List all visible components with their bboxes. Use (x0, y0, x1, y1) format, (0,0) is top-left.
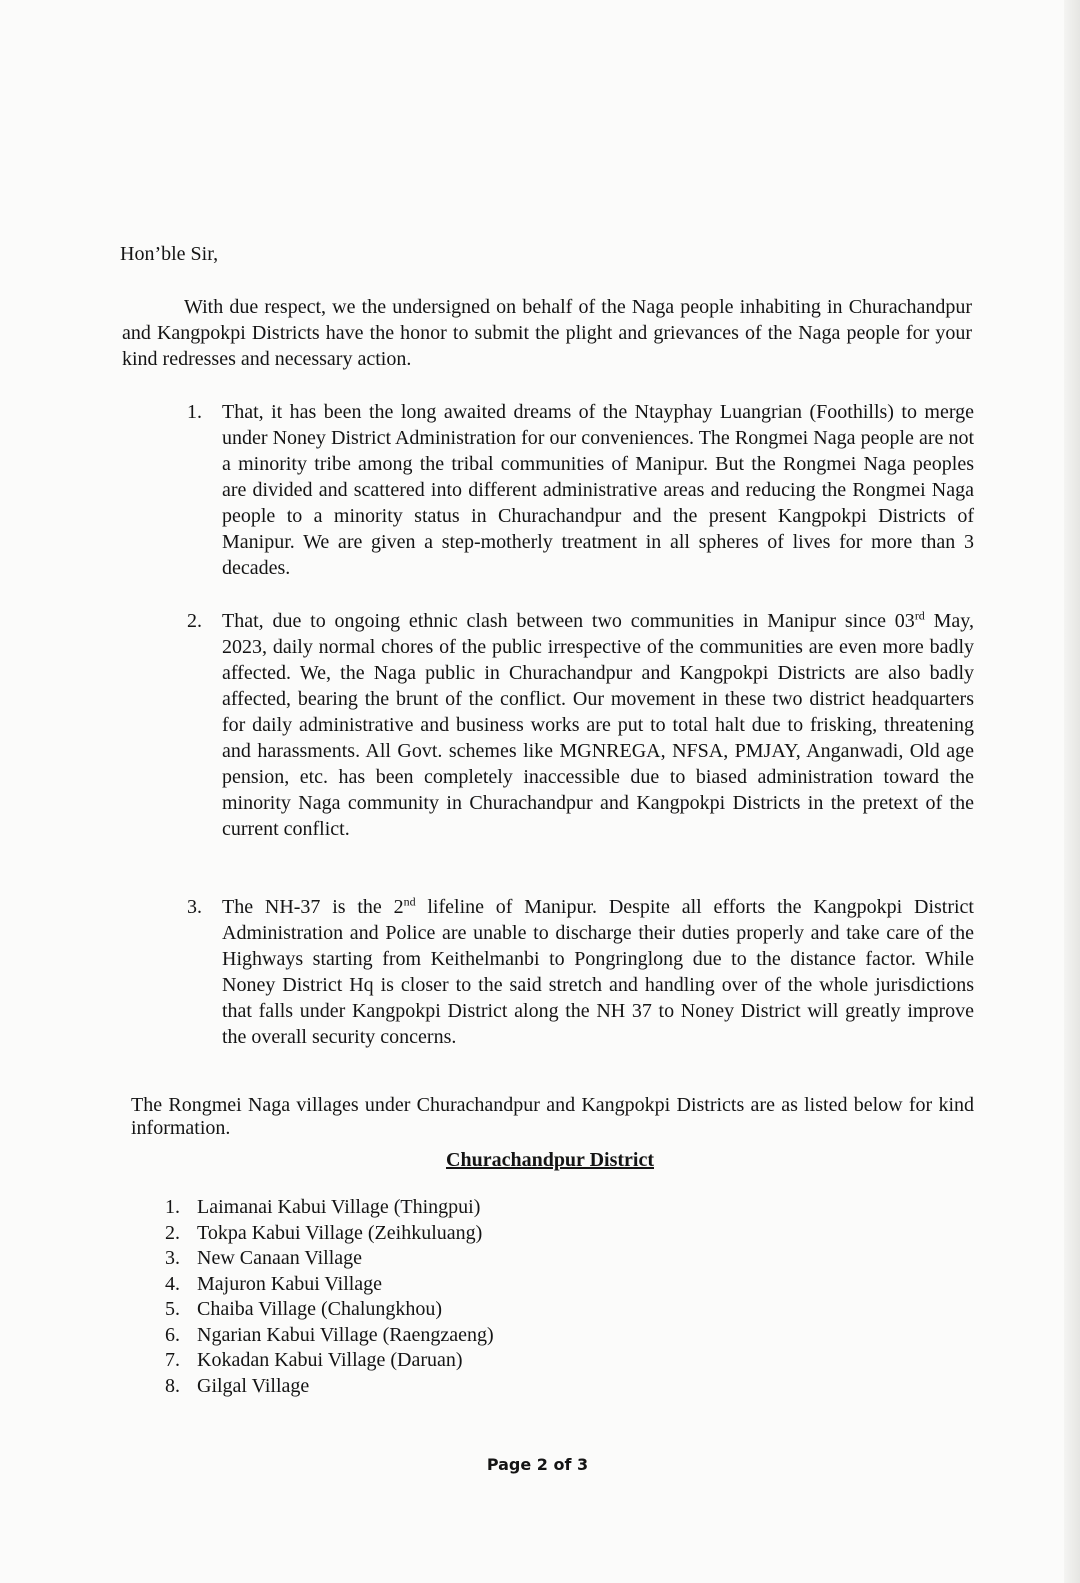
village-item (165, 1348, 494, 1374)
village-number: 2. (165, 1221, 180, 1244)
point-text: That, it has been the long awaited dreams of the Ntayphay Luangrian (Foothills) to merge under Noney District Administration for our conveniences. The Rongmei Naga people are not a minority tribe among the tribal communities of Manipur. But the Rongmei Naga peoples are divided and scattered into different administrative areas and reducing the Rongmei Naga people to a minority status in Churachandpur and the present Kangpokpi Districts of Manipur. We are given a step-motherly treatment in all spheres of lives for more than 3 decades. (222, 401, 974, 579)
village-name: Gilgal Village (197, 1374, 310, 1397)
village-item (165, 1195, 494, 1221)
ordinal-suffix: rd (914, 608, 925, 623)
village-item (165, 1272, 494, 1298)
village-item (165, 1297, 494, 1323)
district-heading: Churachandpur District (446, 1149, 654, 1171)
point-text-start: That, due to ongoing ethnic clash between two communities in Manipur since 03 (222, 610, 915, 632)
village-item (165, 1323, 494, 1349)
village-name: Tokpa Kabui Village (Zeihkuluang) (197, 1221, 483, 1244)
grievance-point (180, 608, 974, 842)
village-name: Majuron Kabui Village (197, 1272, 383, 1295)
village-number: 7. (165, 1349, 180, 1371)
village-name: New Canaan Village (197, 1247, 363, 1269)
grievance-point (180, 399, 974, 581)
village-item (165, 1246, 494, 1272)
village-list (165, 1195, 494, 1399)
point-number: 3. (187, 896, 202, 918)
village-number: 1. (165, 1196, 180, 1218)
village-number: 3. (165, 1247, 180, 1269)
village-name: Ngarian Kabui Village (Raengzaeng) (197, 1323, 494, 1346)
point-text-end: lifeline of Manipur. Despite all efforts the Kangpokpi District Administration and Police are unable to discharge their duties properly and take care of the Highways starting from Keithelmanbi to Pongringlong due to the distance factor. While Noney District Hq is closer to the said stretch and handling over of the whole jurisdictions that falls under Kangpokpi District along the NH 37 to Noney District will greatly improve the overall security concerns. (222, 896, 974, 1048)
village-name: Kokadan Kabui Village (Daruan) (197, 1349, 463, 1371)
village-number: 5. (165, 1298, 180, 1320)
grievance-point (180, 894, 974, 1050)
village-number: 6. (165, 1323, 180, 1346)
village-number: 4. (165, 1272, 180, 1295)
point-text-end: May, 2023, daily normal chores of the public irrespective of the communities are even more badly affected. We, the Naga public in Churachandpur and Kangpokpi Districts are also badly affected, bearing the brunt of the conflict. Our movement in these two district headquarters for daily administrative and business works are put to total halt due to frisking, threatening and harassments. All Govt. schemes like MGNREGA, NFSA, PMJAY, Anganwadi, Old age pension, etc. has been completely inaccessible due to biased administration toward the minority Naga community in Churachandpur and Kangpokpi Districts in the pretext of the current conflict. (222, 610, 974, 840)
grievance-points-list (180, 399, 974, 1050)
village-name: Laimanai Kabui Village (Thingpui) (197, 1196, 481, 1218)
point-text-start: The NH-37 is the 2 (222, 896, 404, 918)
village-listing-intro: The Rongmei Naga villages under Churachandpur and Kangpokpi Districts are as listed below for kind information. (131, 1094, 974, 1139)
village-item (165, 1221, 494, 1247)
ordinal-suffix: nd (403, 894, 416, 909)
point-number: 1. (187, 401, 202, 423)
village-item (165, 1374, 494, 1400)
village-name: Chaiba Village (Chalungkhou) (197, 1298, 443, 1320)
intro-paragraph: With due respect, we the undersigned on behalf of the Naga people inhabiting in Churachandpur and Kangpokpi Districts have the honor to submit the plight and grievances of the Naga people for your kind redresses and necessary action. (122, 296, 972, 370)
page-edge-shadow (1064, 0, 1080, 1583)
point-number: 2. (187, 610, 202, 632)
village-number: 8. (165, 1374, 180, 1397)
salutation: Hon’ble Sir, (120, 243, 219, 265)
page-number: Page 2 of 3 (486, 1455, 589, 1474)
